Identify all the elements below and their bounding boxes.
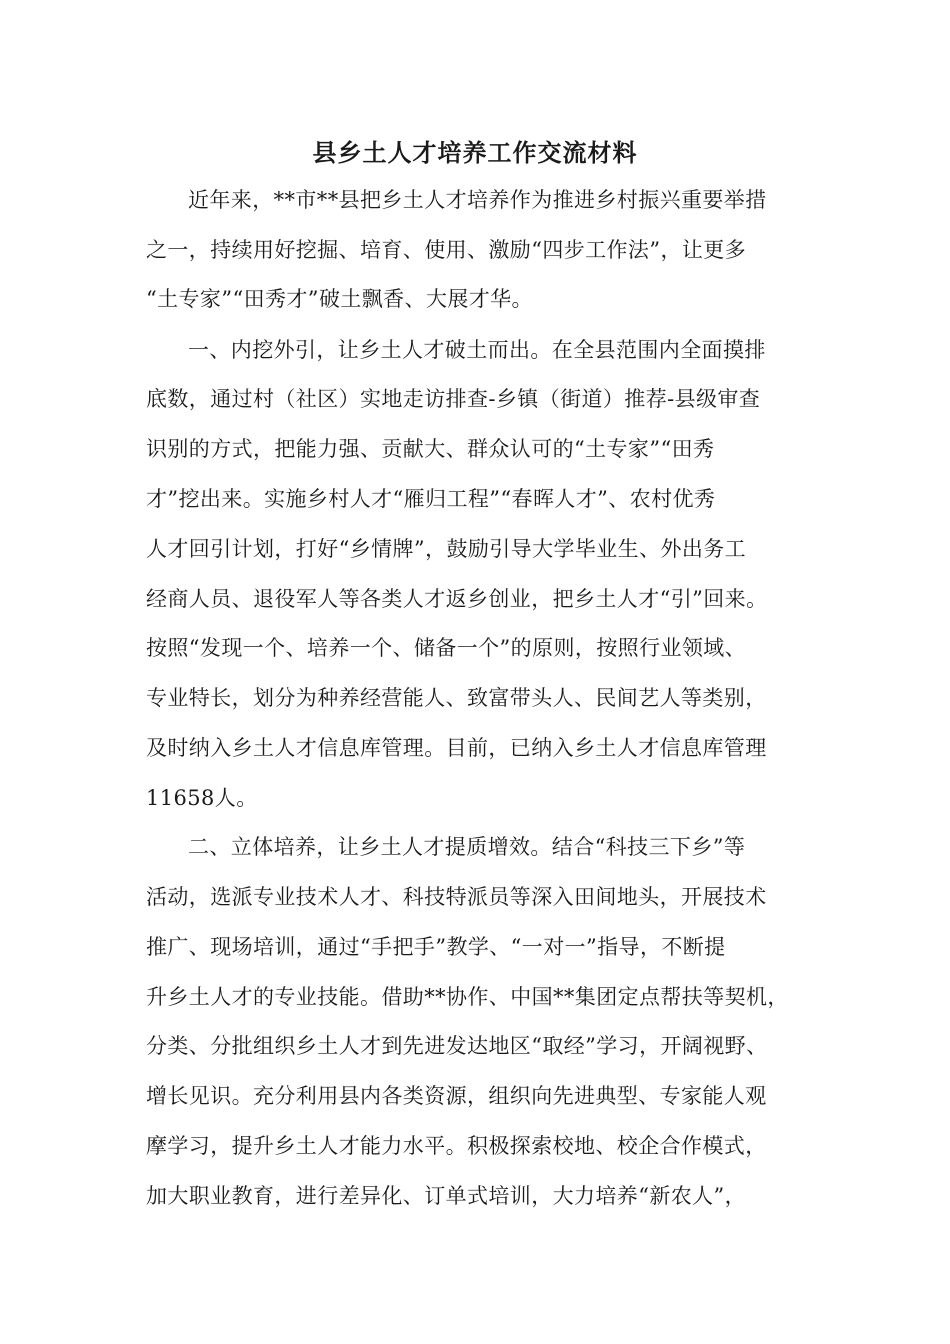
text-line: 摩学习，提升乡土人才能力水平。积极探索校地、校企合作模式， (146, 1134, 767, 1158)
text-line: 按照“发现一个、培养一个、储备一个”的原则，按照行业领域、 (146, 636, 747, 660)
text-line: 近年来，**市**县把乡土人才培养作为推进乡村振兴重要举措 (188, 188, 767, 212)
text-line: 活动，选派专业技术人才、科技特派员等深入田间地头，开展技术 (146, 885, 767, 909)
text-line: 及时纳入乡土人才信息库管理。目前，已纳入乡土人才信息库管理 (146, 736, 767, 760)
text-line: 升乡土人才的专业技能。借助**协作、中国**集团定点帮扶等契机， (146, 985, 789, 1009)
text-line: 11658人。 (146, 786, 258, 810)
text-line: 分类、分批组织乡土人才到先进发达地区“取经”学习，开阔视野、 (146, 1034, 768, 1058)
text-line: 之一，持续用好挖掘、培育、使用、激励“四步工作法”，让更多 (146, 238, 747, 262)
text-line: 底数，通过村（社区）实地走访排查-乡镇（街道）推荐-县级审查 (146, 387, 761, 411)
text-line: “土专家”“田秀才”破土飘香、大展才华。 (146, 287, 533, 311)
text-line: 经商人员、退役军人等各类人才返乡创业，把乡土人才“引”回来。 (146, 587, 768, 611)
text-line: 增长见识。充分利用县内各类资源，组织向先进典型、专家能人观 (146, 1084, 767, 1108)
text-line: 加大职业教育，进行差异化、订单式培训，大力培养“新农人”， (146, 1184, 747, 1208)
text-line: 识别的方式，把能力强、贡献大、群众认可的“土专家”“田秀 (146, 437, 715, 461)
text-line: 二、立体培养，让乡土人才提质增效。结合“科技三下乡”等 (188, 835, 746, 859)
text-line: 才”挖出来。实施乡村人才“雁归工程”“春晖人才”、农村优秀 (146, 487, 716, 511)
text-line: 人才回引计划，打好“乡情牌”，鼓励引导大学毕业生、外出务工 (146, 537, 747, 561)
text-line: 一、内挖外引，让乡土人才破土而出。在全县范围内全面摸排 (188, 338, 766, 362)
text-line: 专业特长，划分为种养经营能人、致富带头人、民间艺人等类别， (146, 686, 767, 710)
document-title: 县乡土人才培养工作交流材料 (312, 138, 638, 167)
text-line: 推广、现场培训，通过“手把手”教学、“一对一”指导，不断提 (146, 935, 726, 959)
